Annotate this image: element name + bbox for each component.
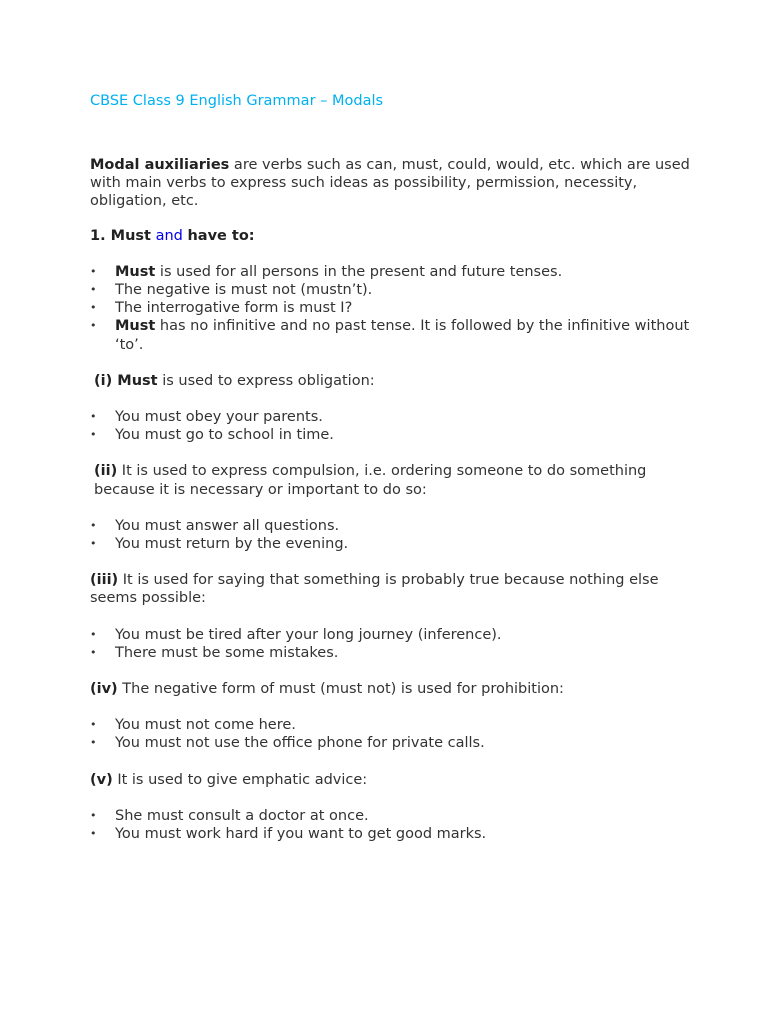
example-text: You must work hard if you want to get good marks. bbox=[115, 826, 487, 843]
example-text: There must be some mistakes. bbox=[115, 644, 339, 661]
example-text: You must be tired after your long journey (inference). bbox=[115, 626, 502, 643]
bullet-icon: • bbox=[90, 264, 97, 278]
use-label: (iii) bbox=[90, 572, 119, 589]
list-item-text: has no infinitive and no past tense. It is followed by the infinitive without ‘to’. bbox=[115, 318, 690, 353]
examples-list bbox=[90, 626, 690, 662]
example-text: You must answer all questions. bbox=[115, 517, 340, 534]
bullet-icon: • bbox=[90, 827, 97, 841]
list-item bbox=[90, 281, 690, 299]
bullet-icon: • bbox=[90, 428, 97, 442]
use-label: (i) Must bbox=[94, 372, 158, 389]
example-text: You must return by the evening. bbox=[115, 536, 349, 553]
use-heading-ii bbox=[90, 462, 690, 498]
use-label: (v) bbox=[90, 771, 113, 788]
list-item bbox=[90, 299, 690, 317]
example-text: You must obey your parents. bbox=[115, 409, 323, 426]
bullet-icon: • bbox=[90, 627, 97, 641]
bullet-icon: • bbox=[90, 319, 97, 333]
rules-list bbox=[90, 263, 690, 354]
section-heading bbox=[90, 227, 690, 245]
use-text: It is used to express compulsion, i.e. ordering someone to do something because it is necessary or important to do so: bbox=[94, 463, 647, 498]
document-page bbox=[90, 92, 690, 843]
use-heading-v bbox=[90, 771, 690, 789]
list-item bbox=[90, 626, 690, 644]
intro-text: are verbs such as can, must, could, would, etc. which are used with main verbs to express such ideas as possibility, permission, necessity, obligation, etc. bbox=[90, 157, 690, 210]
list-item-text: is used for all persons in the present and future tenses. bbox=[155, 263, 563, 280]
use-label: (ii) bbox=[94, 463, 118, 480]
list-item bbox=[90, 408, 690, 426]
list-item bbox=[90, 426, 690, 444]
intro-paragraph bbox=[90, 156, 690, 211]
example-text: You must go to school in time. bbox=[115, 427, 334, 444]
examples-list bbox=[90, 716, 690, 752]
section-heading-must: 1. Must bbox=[90, 227, 151, 244]
intro-term: Modal auxiliaries bbox=[90, 157, 230, 173]
use-heading-i bbox=[90, 372, 690, 390]
list-item bbox=[90, 734, 690, 752]
use-heading-iv bbox=[90, 680, 690, 698]
bullet-icon: • bbox=[90, 410, 97, 424]
bullet-icon: • bbox=[90, 537, 97, 551]
list-item bbox=[90, 807, 690, 825]
bullet-icon: • bbox=[90, 718, 97, 732]
list-item-text: The negative is must not (mustn’t). bbox=[115, 282, 373, 299]
example-text: She must consult a doctor at once. bbox=[115, 807, 369, 824]
list-item bbox=[90, 317, 690, 353]
use-text: is used to express obligation: bbox=[157, 372, 375, 389]
list-item bbox=[90, 716, 690, 734]
list-item bbox=[90, 535, 690, 553]
list-item bbox=[90, 825, 690, 843]
examples-list bbox=[90, 408, 690, 444]
document-title: CBSE Class 9 English Grammar – Modals bbox=[90, 93, 384, 109]
bullet-icon: • bbox=[90, 301, 97, 315]
bullet-icon: • bbox=[90, 736, 97, 750]
list-item-bold: Must bbox=[115, 318, 156, 335]
list-item bbox=[90, 263, 690, 281]
example-text: You must not use the office phone for private calls. bbox=[115, 735, 485, 752]
examples-list bbox=[90, 517, 690, 553]
use-text: It is used for saying that something is probably true because nothing else seems possible: bbox=[90, 572, 659, 607]
example-text: You must not come here. bbox=[115, 717, 296, 734]
list-item-text: The interrogative form is must I? bbox=[115, 300, 353, 317]
examples-list bbox=[90, 807, 690, 843]
bullet-icon: • bbox=[90, 645, 97, 659]
use-heading-iii bbox=[90, 571, 690, 607]
use-text: The negative form of must (must not) is used for prohibition: bbox=[117, 681, 564, 698]
section-heading-have-to: have to: bbox=[187, 227, 255, 244]
list-item-bold: Must bbox=[115, 263, 156, 280]
bullet-icon: • bbox=[90, 518, 97, 532]
use-label: (iv) bbox=[90, 681, 118, 698]
use-text: It is used to give emphatic advice: bbox=[112, 771, 368, 788]
list-item bbox=[90, 644, 690, 662]
bullet-icon: • bbox=[90, 283, 97, 297]
bullet-icon: • bbox=[90, 808, 97, 822]
list-item bbox=[90, 517, 690, 535]
section-heading-and: and bbox=[150, 227, 188, 244]
